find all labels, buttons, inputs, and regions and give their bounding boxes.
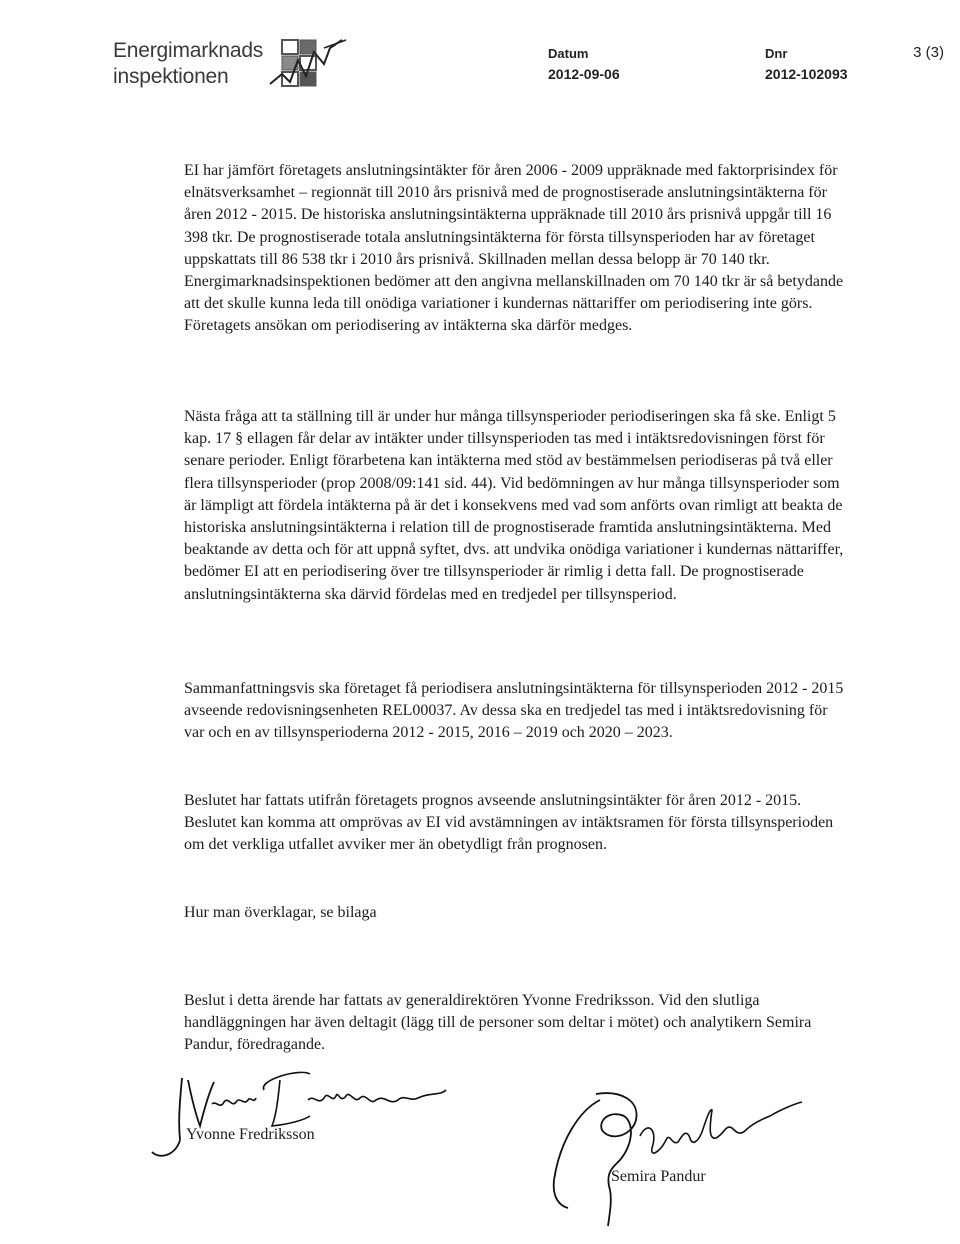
paragraph-periodization-periods: Nästa fråga att ta ställning till är under hur många tillsynsperioder periodiseringen ska få ske. Enligt 5 kap. 17 § ellagen får delar av intäkter under tillsynsperioden tas med i intäktsredovisningen först för senare perioder. Enligt förarbetena kan intäkterna med stöd av bestämmelsen periodiseras på två eller flera tillsynsperioder (prop 2008/09:141 sid. 44). Vid bedömningen av hur många tillsynsperioder som är lämpligt att fördela intäkterna på är det i konsekvens med vad som anförts ovan rimligt att beakta de historiska anslutningsintäkterna i relation till de prognostiserade framtida anslutningsintäkterna. Med beaktande av detta och för att uppnå syftet, dvs. att undvika onödiga variationer i kundernas nättariffer, bedömer EI att en periodisering över tre tillsynsperioder är rimlig i detta fall. De prognostiserade anslutningsintäkterna ska därvid fördelas med en tredjedel per tillsynsperiod. (184, 408, 844, 603)
org-name-line1: Energimarknads (113, 39, 264, 62)
date-label: Datum (548, 46, 589, 61)
paragraph-decision-makers: Beslut i detta ärende har fattats av generaldirektören Yvonne Fredriksson. Vid den slutliga handläggningen har även deltagit (lägg till de personer som deltar i mötet) och analytikern Semira Pandur, föredragande. (184, 992, 812, 1054)
signer2-name: Semira Pandur (611, 1168, 706, 1185)
paragraph-connection-revenue-comparison: EI har jämfört företagets anslutningsintäkter för åren 2006 - 2009 uppräknade med faktorprisindex för elnätsverksamhet – regionnät till 2010 års prisnivå med de prognostiserade anslutningsintäkterna för åren 2012 - 2015. De historiska anslutningsintäkterna uppräknade till 2010 års prisnivå uppgår till 16 398 tkr. De prognostiserade totala anslutningsintäkterna för första tillsynsperioden har av företaget uppskattats till 86 538 tkr i 2010 års prisnivå. Skillnaden mellan dessa belopp är 70 140 tkr. Energimarknadsinspektionen bedömer att den angivna mellanskillnaden om 70 140 tkr är så betydande att det skulle kunna leda till onödiga variationer i kundernas nättariffer om periodisering inte görs. Företagets ansökan om periodisering av intäkterna ska därför medges. (184, 162, 844, 335)
org-name-line2: inspektionen (113, 65, 229, 88)
dnr-label: Dnr (765, 46, 788, 61)
paragraph-appeal-info: Hur man överklagar, se bilaga (184, 904, 377, 921)
letterhead (0, 0, 960, 110)
date-value: 2012-09-06 (548, 66, 620, 82)
paragraph-summary: Sammanfattningsvis ska företaget få periodisera anslutningsintäkterna för tillsynsperioden 2012 - 2015 avseende redovisningsenheten REL00037. Av dessa ska en tredjedel tas med i intäktsredovisning för var och en av tillsynsperioderna 2012 - 2015, 2016 – 2019 och 2020 – 2023. (184, 680, 844, 742)
paragraph-decision-basis: Beslutet har fattats utifrån företagets prognos avseende anslutningsintäkter för åren 2012 - 2015. Beslutet kan komma att omprövas av EI vid avstämningen av intäktsramen för första tillsynsperioden om det verkliga utfallet avviker mer än obetydligt från prognosen. (184, 792, 834, 854)
handwritten-signature-semira-pandur (540, 1080, 840, 1230)
dnr-value: 2012-102093 (765, 66, 848, 82)
page-number: 3 (3) (913, 44, 944, 61)
signer1-name: Yvonne Fredriksson (186, 1126, 315, 1143)
energimarknadsinspektionen-logo-icon (268, 38, 348, 92)
handwritten-signature-yvonne-fredriksson (140, 1060, 460, 1170)
